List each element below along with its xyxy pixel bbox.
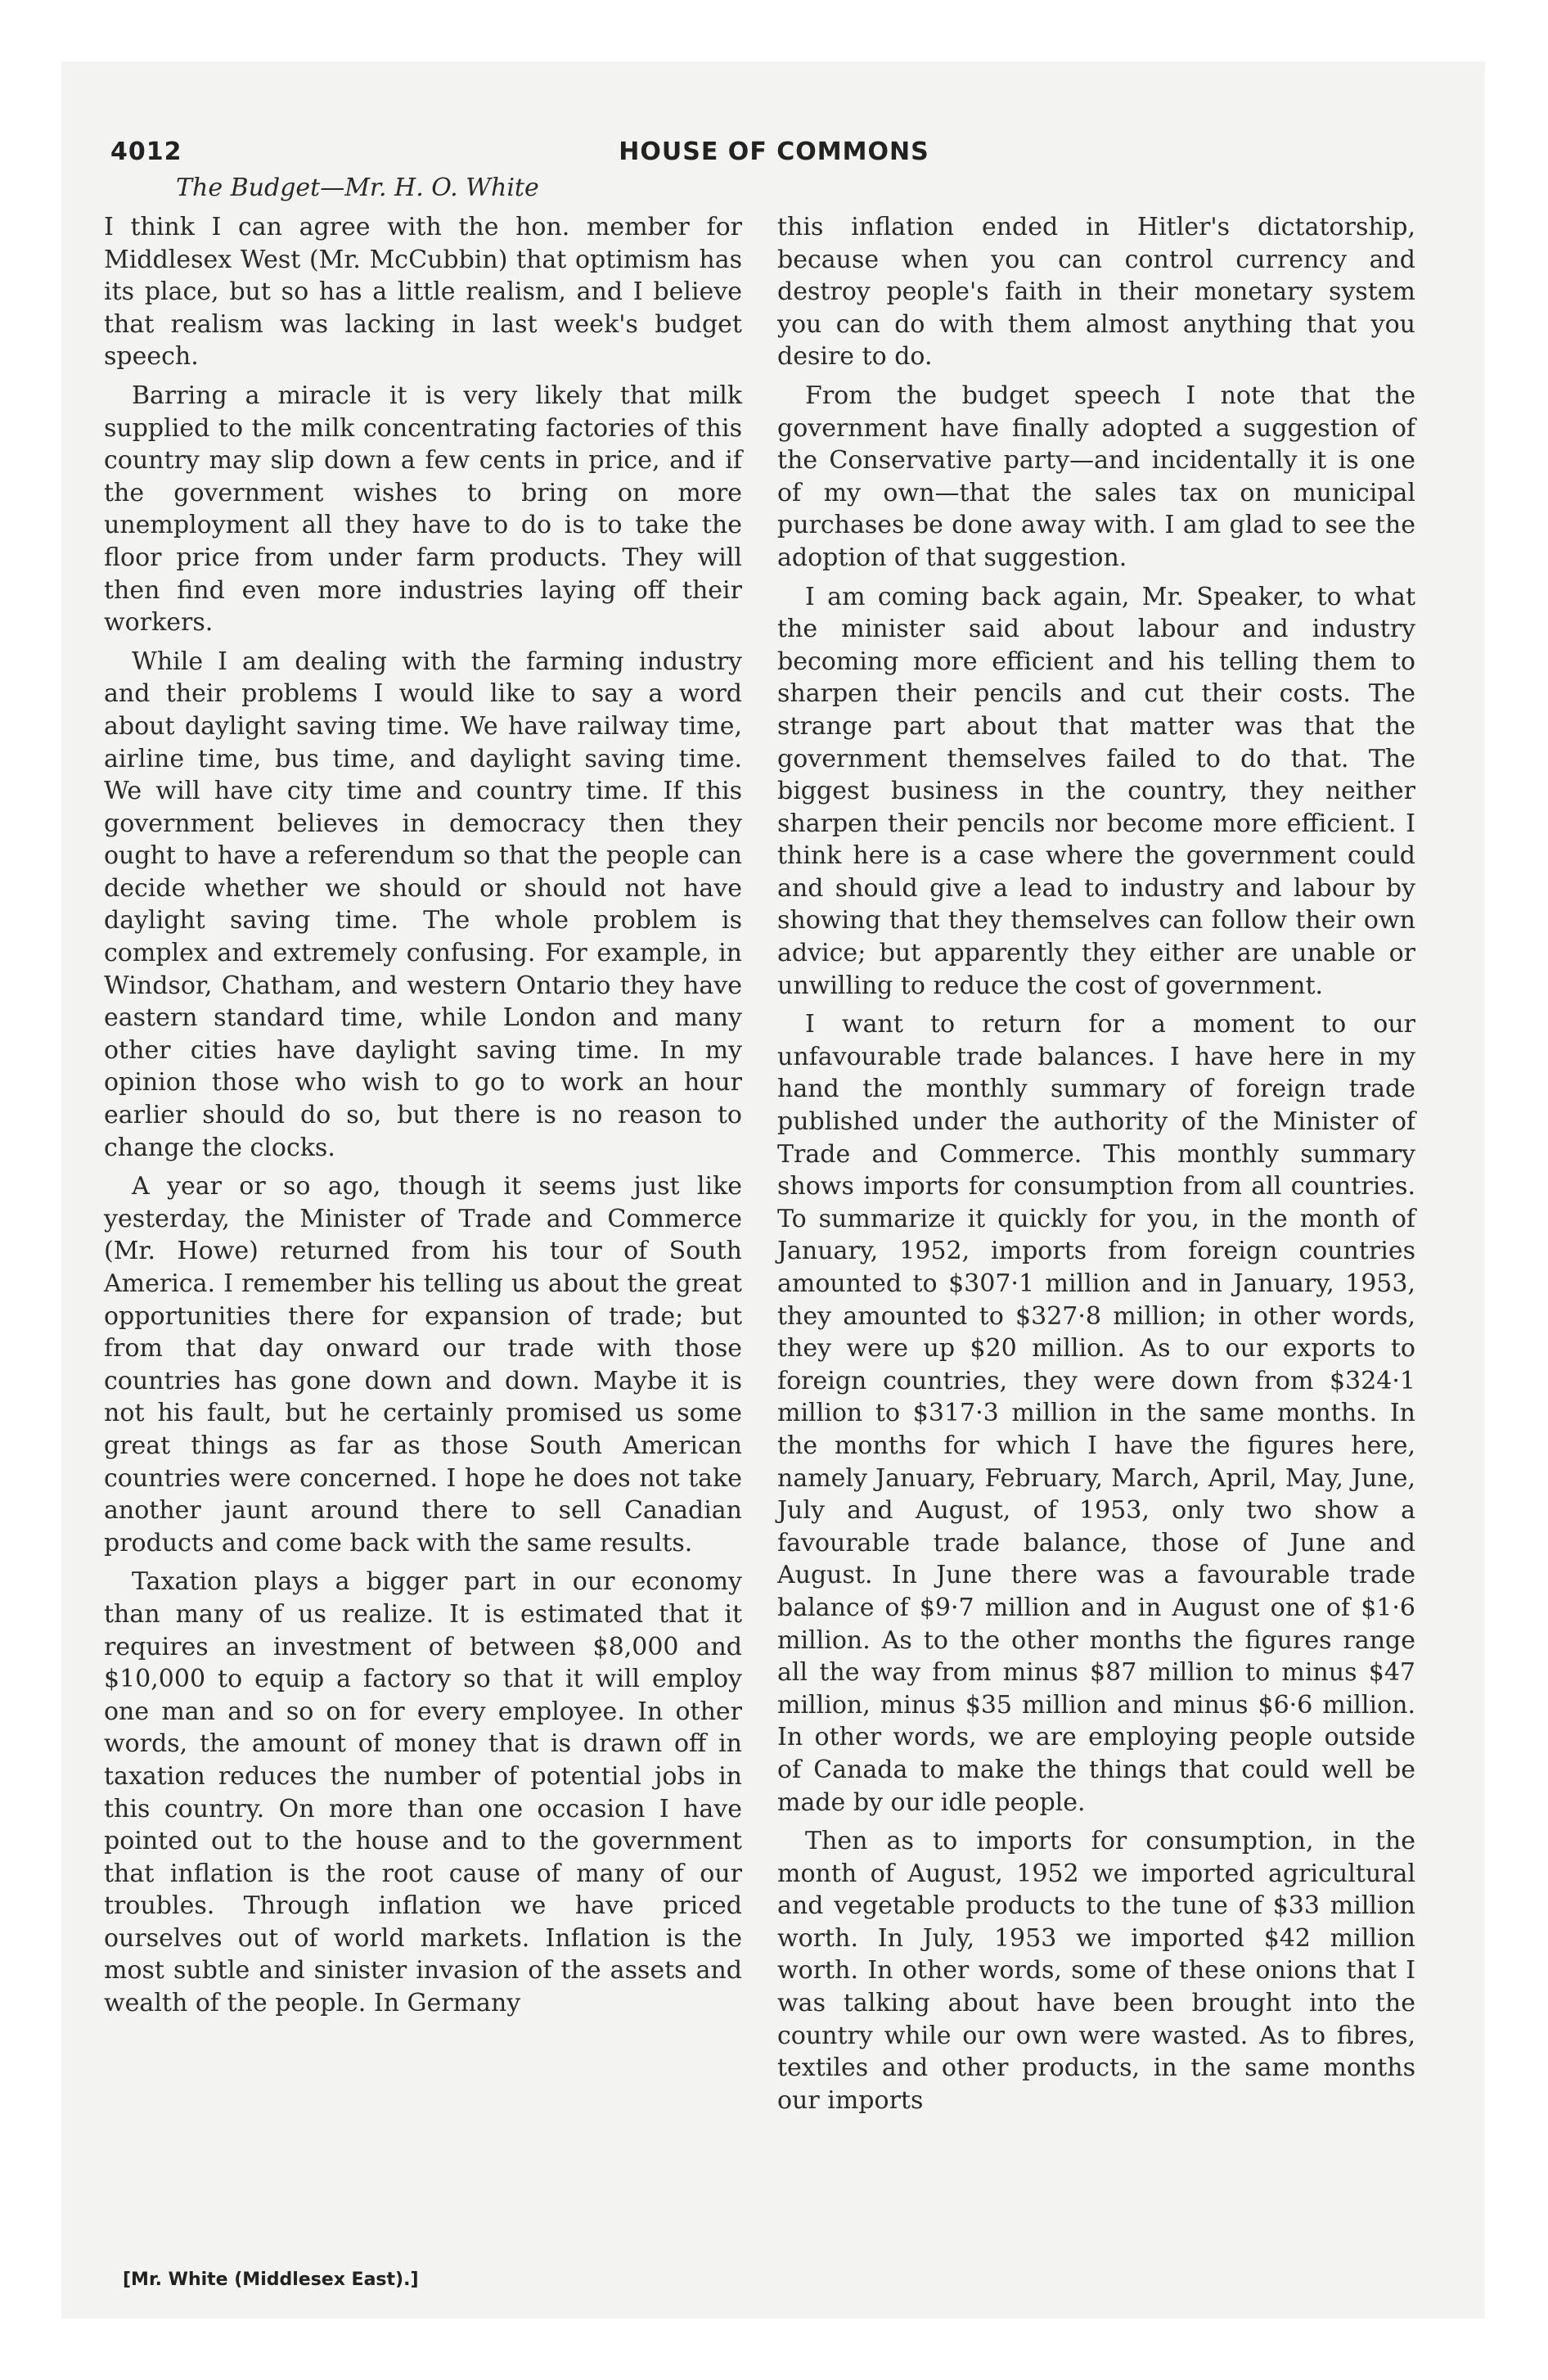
page-number: 4012	[110, 137, 182, 166]
paragraph: this inflation ended in Hitler's dictatorship, because when you can control currency and destroy people's faith in their monetary system you can do with them almost anything that you desire to do.	[777, 213, 1415, 372]
paragraph: Barring a miracle it is very likely that milk supplied to the milk concentrating factories of this country may slip down a few cents in price, and if the government wishes to bring on more unemployment all they have to do is to take the floor price from under farm products. They will then find even more industries laying off their workers.	[104, 381, 742, 638]
running-header: HOUSE OF COMMONS	[619, 137, 929, 166]
paragraph: Taxation plays a bigger part in our economy than many of us realize. It is estimated that it requires an investment of between $8,000 and $10,000 to equip a factory so that it will employ one man and so on for every employee. In other words, the amount of money that is drawn off in taxation reduces the number of potential jobs in this country. On more than one occasion I have pointed out to the house and to the government that inflation is the root cause of many of our troubles. Through inflation we have priced ourselves out of world markets. Inflation is the most subtle and sinister invasion of the assets and wealth of the people. In Germany	[104, 1567, 742, 2018]
left-column	[104, 211, 742, 2026]
right-column	[777, 211, 1415, 2123]
paragraph: Then as to imports for consumption, in the month of August, 1952 we imported agricultural and vegetable products to the tune of $33 million worth. In July, 1953 we imported $42 million worth. In other words, some of these onions that I was talking about have been brought into the country while our own were wasted. As to fibres, textiles and other products, in the same months our imports	[777, 1827, 1415, 2115]
paragraph: A year or so ago, though it seems just like yesterday, the Minister of Trade and Commerce (Mr. Howe) returned from his tour of South America. I remember his telling us about the great opportunities there for expansion of trade; but from that day onward our trade with those countries has gone down and down. Maybe it is not his fault, but he certainly promised us some great things as far as those South American countries were concerned. I hope he does not take another jaunt around there to sell Canadian products and come back with the same results.	[104, 1172, 742, 1557]
speaker-footer: [Mr. White (Middlesex East).]	[123, 2270, 419, 2290]
paragraph: From the budget speech I note that the government have finally adopted a suggestion of the Conservative party—and incidentally it is one of my own—that the sales tax on municipal purchases be done away with. I am glad to see the adoption of that suggestion.	[777, 381, 1415, 572]
paragraph: I want to return for a moment to our unfavourable trade balances. I have here in my hand the monthly summary of foreign trade published under the authority of the Minister of Trade and Commerce. This monthly summary shows imports for consumption from all countries. To summarize it quickly for you, in the month of January, 1952, imports from foreign countries amounted to $307·1 million and in January, 1953, they amounted to $327·8 million; in other words, they were up $20 million. As to our exports to foreign countries, they were down from $324·1 million to $317·3 million in the same months. In the months for which I have the figures here, namely January, February, March, April, May, June, July and August, of 1953, only two show a favourable trade balance, those of June and August. In June there was a favourable trade balance of $9·7 million and in August one of $1·6 million. As to the other months the figures range all the way from minus $87 million to minus $47 million, minus $35 million and minus $6·6 million. In other words, we are employing people outside of Canada to make the things that could well be made by our idle people.	[777, 1010, 1415, 1817]
paragraph: While I am dealing with the farming industry and their problems I would like to say a word about daylight saving time. We have railway time, airline time, bus time, and daylight saving time. We will have city time and country time. If this government believes in democracy then they ought to have a referendum so that the people can decide whether we should or should not have daylight saving time. The whole problem is complex and extremely confusing. For example, in Windsor, Chatham, and western Ontario they have eastern standard time, while London and many other cities have daylight saving time. In my opinion those who wish to go to work an hour earlier should do so, but there is no reason to change the clocks.	[104, 647, 742, 1162]
section-subheading: The Budget—Mr. H. O. White	[176, 174, 539, 202]
paragraph: I think I can agree with the hon. member for Middlesex West (Mr. McCubbin) that optimism has its place, but so has a little realism, and I believe that realism was lacking in last week's budget speech.	[104, 213, 742, 372]
paragraph: I am coming back again, Mr. Speaker, to what the minister said about labour and industry becoming more efficient and his telling them to sharpen their pencils and cut their costs. The strange part about that matter was that the government themselves failed to do that. The biggest business in the country, they neither sharpen their pencils nor become more efficient. I think here is a case where the government could and should give a lead to industry and labour by showing that they themselves can follow their own advice; but apparently they either are unable or unwilling to reduce the cost of government.	[777, 582, 1415, 1000]
